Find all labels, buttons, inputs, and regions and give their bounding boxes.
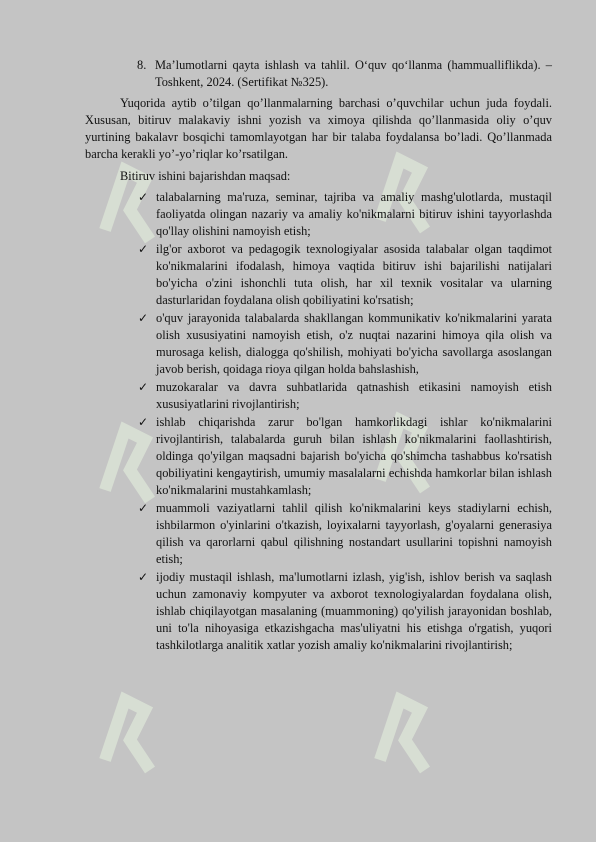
goal-heading: Bitiruv ishini bajarishdan maqsad: bbox=[120, 169, 291, 183]
list-item-text: talabalarning ma'ruza, seminar, tajriba va amaliy mashg'ulotlarda, mustaqil faoliyatda olingan nazariy va amaliy ko'nikmalarni bitiruv ishini tayyorlashda qo'llay olishini namoyish etish; bbox=[156, 190, 552, 238]
list-item bbox=[138, 414, 552, 499]
list-item bbox=[138, 310, 552, 378]
list-item-text: muammoli vaziyatlarni tahlil qilish ko'nikmalarini keys stadiylarni echish, ishbilarmon o'yinlarini o'tkazish, loyixalarni tayyorlash, g'oyalarni generasiya qilish va qarorlarni qabul qilishning nostandart usullarini topishni namoyish etish; bbox=[156, 501, 552, 566]
check-icon: ✓ bbox=[138, 311, 149, 325]
intro-paragraph: Yuqorida aytib o’tilgan qo’llanmalarning barchasi o’quvchilar uchun juda foydali. Xususan, bitiruv malakaviy ishni yozish va ximoya qilishda qo’llanmasida oliy o’quv yurtining bakalavr bosqichi tamomlayotgan har bir talaba foydalansa bo’ladi. Qo’llanmada barcha kerakli yo’-yo’riqlar ko’rsatilgan. bbox=[85, 96, 552, 161]
list-item-text: o'quv jarayonida talabalarda shakllangan kommunikativ ko'nikmalarini yarata olish xususiyatini namoyish etish, o'z nuqtai nazarini himoya qila olish va murosaga kelish, dialogga qo'shilish, mohiyati bo'yicha savollarga asoslangan javob berish, qoidaga rioya qilgan holda bahslashish, bbox=[156, 311, 552, 376]
check-icon: ✓ bbox=[138, 380, 149, 394]
watermark-logo bbox=[370, 690, 430, 780]
list-item-text: ijodiy mustaqil ishlash, ma'lumotlarni izlash, yig'ish, ishlov berish va saqlash uchun zamonaviy kompyuter va axborot texnologiyalardan foydalana olish, ishlab chiqilayotgan masalaning (muammoning) qo'yilish jarayonidan boshlab, uni to'la nihoyasiga etkazishgacha mas'uliyatni his etishga o'rgatish, yuqori tashkilotlarga analitik xatlar yozish amaliy ko'nikmalarini rivojlantirish; bbox=[156, 570, 552, 652]
list-item-text: muzokaralar va davra suhbatlarida qatnashish etikasini namoyish etish xususiyatlarini rivojlantirish; bbox=[156, 380, 552, 411]
list-item bbox=[138, 379, 552, 413]
list-item bbox=[138, 569, 552, 654]
list-item bbox=[138, 189, 552, 240]
check-icon: ✓ bbox=[138, 415, 149, 429]
reference-text: Ma’lumotlarni qayta ishlash va tahlil. O‘quv qo‘llanma (hammualliflikda). – Toshkent, 2024. (Sertifikat №325). bbox=[155, 58, 552, 89]
list-item-text: ilg'or axborot va pedagogik texnologiyalar asosida talabalar olgan taqdimot ko'nikmalarini ifodalash, himoya vaqtida bitiruv ishi bajarilishi natijalari bo'yicha o'zini ishonchli tuta olish, har xil texnik vositalar va ularning dasturlaridan foydalana olish qobiliyatini ko'rsatish; bbox=[156, 242, 552, 307]
list-item bbox=[138, 241, 552, 309]
page-content bbox=[85, 57, 552, 655]
list-item-text: ishlab chiqarishda zarur bo'lgan hamkorlikdagi ishlar ko'nikmalarini rivojlantirish, talabalarda guruh bilan ishlash ko'nikmalarini faollashtirish, oldinga qo'yilgan maqsadni bajarish bo'yicha qo'shimcha tashabbus ko'rsatish qobiliyatini kengaytirish, umumiy masalalarni echishda hamkorlar bilan ishlash ko'nikmalarini mustahkamlash; bbox=[156, 415, 552, 497]
check-icon: ✓ bbox=[138, 501, 149, 515]
watermark-logo bbox=[95, 690, 155, 780]
reference-item bbox=[85, 57, 552, 91]
check-icon: ✓ bbox=[138, 190, 149, 204]
goal-list bbox=[85, 189, 552, 654]
check-icon: ✓ bbox=[138, 242, 149, 256]
list-item bbox=[138, 500, 552, 568]
reference-number: 8. bbox=[137, 58, 147, 72]
check-icon: ✓ bbox=[138, 570, 149, 584]
